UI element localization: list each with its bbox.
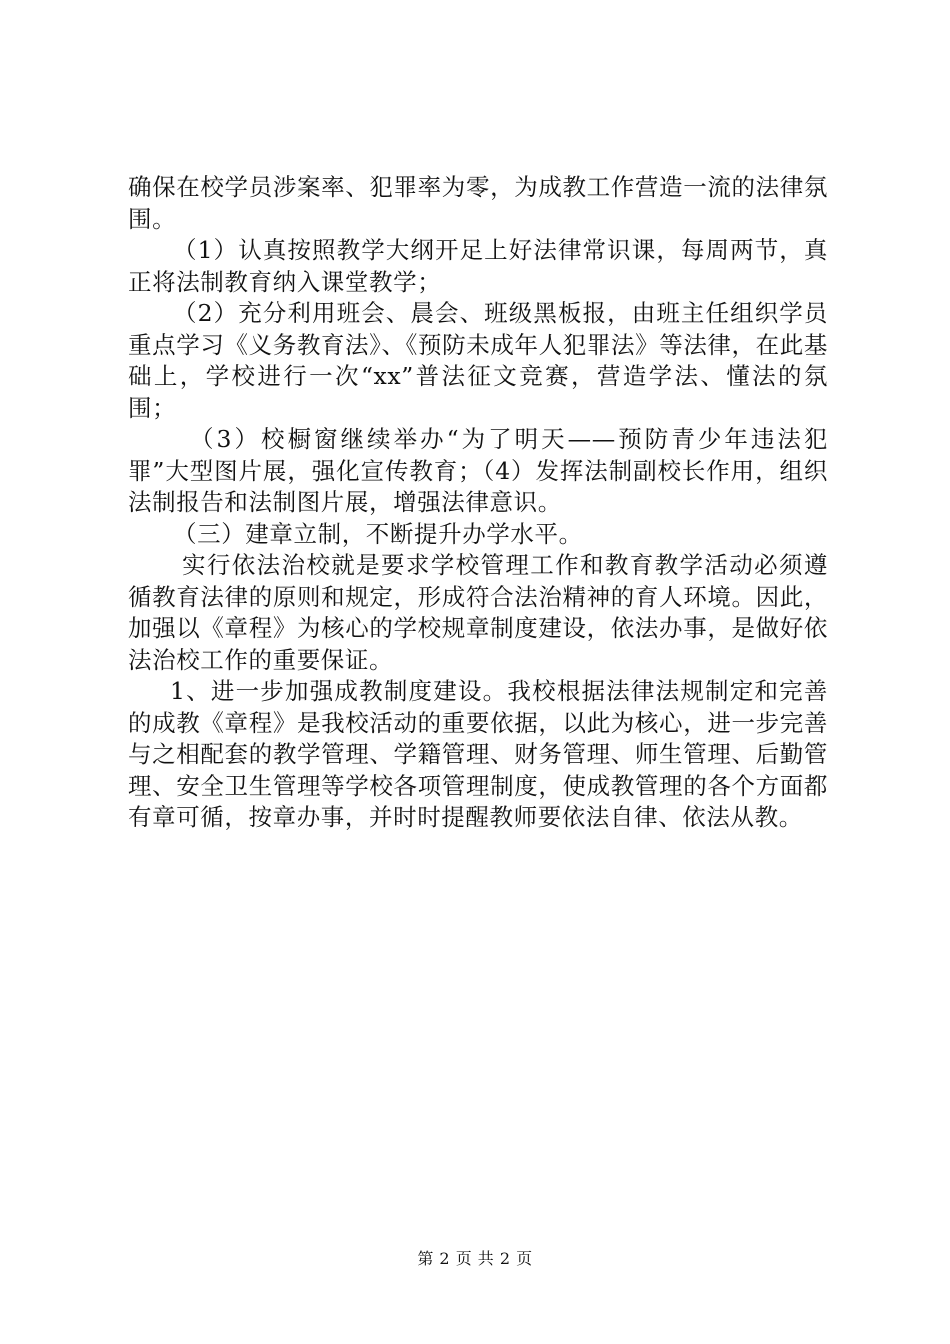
paragraph-3: （2）充分利用班会、晨会、班级黑板报，由班主任组织学员重点学习《义务教育法》、《预防未成年人犯罪法》等法律，在此基础上，学校进行一次“xx”普法征文竞赛，营造学法、懂法的氛围； [128,299,828,422]
section-heading: （三）建章立制，不断提升办学水平。 [173,519,583,548]
paragraph-1: 确保在校学员涉案率、犯罪率为零，为成教工作营造一流的法律氛围。 [128,173,828,233]
page-number-footer: 第 2 页 共 2 页 [417,1249,533,1268]
paragraph-6: 实行依法治校就是要求学校管理工作和教育教学活动必须遵循教育法律的原则和规定，形成符合法治精神的育人环境。因此，加强以《章程》为核心的学校规章制度建设，依法办事，是做好依法治校工作的重要保证。 [128,551,828,674]
paragraph-4: （3）校橱窗继续举办“为了明天——预防青少年违法犯罪”大型图片展，强化宣传教育；（4）发挥法制副校长作用，组织法制报告和法制图片展，增强法律意识。 [128,425,828,516]
paragraph-7: 1、进一步加强成教制度建设。我校根据法律法规制定和完善的成教《章程》是我校活动的重要依据，以此为核心，进一步完善与之相配套的教学管理、学籍管理、财务管理、师生管理、后勤管理、安全卫生管理等学校各项管理制度，使成教管理的各个方面都有章可循，按章办事，并时时提醒教师要依法自律、依法从教。 [128,677,828,831]
document-body [128,172,828,834]
paragraph-2: （1）认真按照教学大纲开足上好法律常识课，每周两节，真正将法制教育纳入课堂教学； [128,236,828,296]
